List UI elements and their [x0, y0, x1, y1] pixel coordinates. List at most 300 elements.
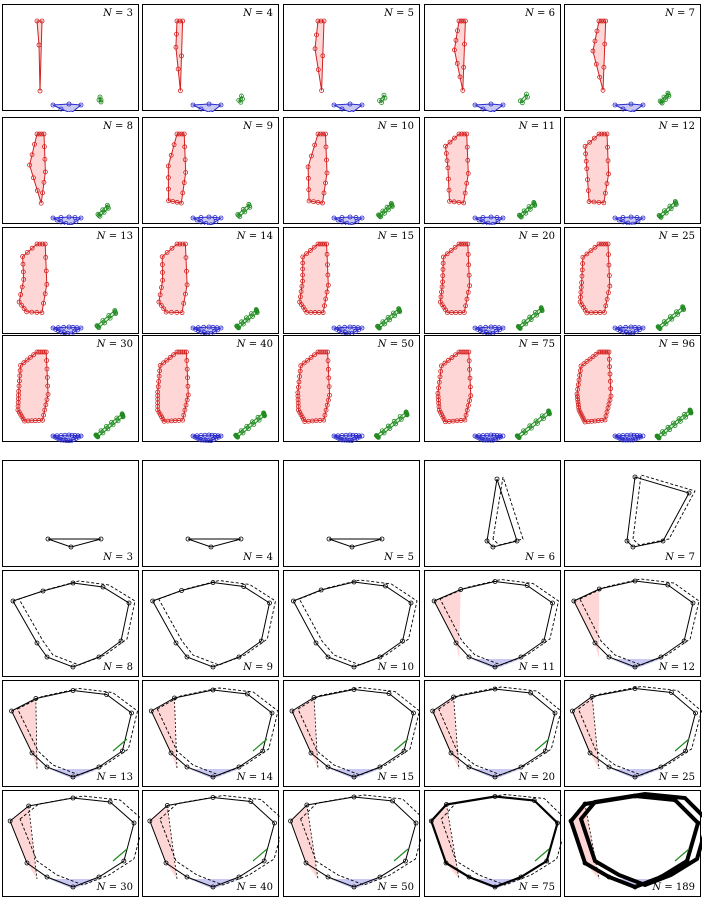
n-equals: = — [667, 772, 683, 783]
blue-cluster — [613, 433, 645, 442]
green-cluster — [97, 95, 103, 104]
n-label — [659, 662, 695, 673]
blue-cluster — [51, 102, 83, 112]
n-equals: = — [105, 772, 121, 783]
n-label — [665, 552, 695, 563]
n-value: 13 — [120, 231, 133, 242]
n-symbol: N — [384, 8, 393, 19]
red-cluster — [174, 19, 185, 93]
n-equals: = — [251, 552, 267, 563]
top_grid-panel — [2, 117, 139, 224]
n-symbol: N — [103, 8, 112, 19]
red-cluster — [306, 132, 329, 205]
bottom_grid-panel — [424, 680, 561, 787]
top_grid-diagram — [425, 336, 562, 443]
n-equals: = — [533, 8, 549, 19]
bottom_grid-panel — [283, 680, 420, 787]
n-value: 6 — [548, 552, 555, 563]
top_grid-panel — [142, 227, 279, 334]
n-label — [243, 121, 273, 132]
n-value: 96 — [682, 339, 695, 350]
bottom_grid-panel — [564, 680, 701, 787]
n-equals: = — [105, 882, 121, 893]
hull-outline — [572, 579, 699, 669]
top_grid-panel — [142, 4, 279, 111]
bottom_grid-panel — [424, 790, 561, 897]
red-cluster — [298, 242, 331, 315]
n-label — [378, 231, 414, 242]
n-label — [659, 772, 695, 783]
hull-outline — [10, 689, 138, 780]
n-symbol: N — [525, 552, 534, 563]
n-symbol: N — [96, 772, 106, 783]
n-value: 3 — [126, 552, 133, 563]
top_grid-diagram — [284, 336, 421, 443]
red-cluster — [16, 350, 50, 423]
bottom_grid-panel — [564, 570, 701, 677]
green-cluster — [235, 308, 260, 330]
n-label — [103, 8, 133, 19]
n-label — [103, 121, 133, 132]
n-label — [652, 882, 695, 893]
n-value: 20 — [542, 231, 555, 242]
bottom_grid-panel — [424, 460, 561, 567]
n-equals: = — [667, 231, 683, 242]
bottom_grid-panel — [142, 680, 279, 787]
red-cluster — [35, 19, 44, 93]
red-cluster — [157, 242, 189, 315]
red-cluster — [166, 132, 187, 205]
n-symbol: N — [236, 339, 246, 350]
blue-cluster — [191, 433, 223, 443]
n-value: 7 — [688, 8, 695, 19]
bottom_grid-panel — [2, 570, 139, 677]
n-equals: = — [386, 231, 402, 242]
hull-outline — [290, 688, 420, 780]
bottom_grid-panel — [283, 790, 420, 897]
red-cluster — [436, 350, 473, 424]
red-cluster — [591, 19, 608, 92]
n-equals: = — [251, 121, 267, 132]
n-value: 40 — [260, 882, 273, 893]
n-symbol: N — [377, 662, 387, 673]
red-cluster — [583, 132, 610, 205]
green-cluster — [94, 412, 125, 439]
top_grid-diagram — [3, 336, 140, 443]
top_grid-panel — [142, 335, 279, 442]
n-value: 6 — [548, 8, 555, 19]
n-label — [519, 772, 555, 783]
hull-outline — [327, 537, 384, 549]
n-equals: = — [527, 662, 543, 673]
green-cluster — [515, 409, 551, 440]
n-symbol: N — [103, 662, 112, 673]
n-symbol: N — [652, 882, 662, 893]
green-cluster — [375, 307, 401, 331]
n-value: 15 — [401, 772, 414, 783]
top_grid-panel — [424, 117, 561, 224]
n-equals: = — [533, 552, 549, 563]
n-equals: = — [105, 339, 121, 350]
top_grid-diagram — [284, 5, 421, 112]
hull-outline — [8, 796, 140, 889]
green-cluster — [656, 305, 686, 331]
n-label — [384, 552, 414, 563]
n-symbol: N — [377, 231, 387, 242]
n-symbol: N — [377, 339, 387, 350]
n-equals: = — [661, 882, 676, 893]
n-equals: = — [527, 121, 543, 132]
n-value: 3 — [126, 8, 133, 19]
blue-cluster — [613, 325, 645, 335]
top_grid-diagram — [3, 118, 140, 225]
hull-outline — [289, 795, 421, 889]
top_grid-panel — [564, 117, 701, 224]
n-equals: = — [386, 662, 402, 673]
n-equals: = — [386, 339, 402, 350]
blue-cluster — [473, 325, 505, 335]
bottom_grid-panel — [2, 460, 139, 567]
n-symbol: N — [384, 552, 393, 563]
bottom_grid-panel — [142, 460, 279, 567]
n-value: 10 — [401, 662, 414, 673]
n-label — [519, 662, 555, 673]
bottom_grid-panel — [2, 680, 139, 787]
red-cluster — [578, 242, 612, 315]
hull-outline — [291, 580, 417, 669]
n-value: 25 — [682, 772, 695, 783]
n-label — [659, 121, 695, 132]
n-label — [378, 121, 414, 132]
n-label — [378, 662, 414, 673]
n-label — [519, 231, 555, 242]
top_grid-diagram — [425, 228, 562, 335]
n-symbol: N — [243, 121, 252, 132]
red-cluster — [444, 132, 471, 205]
n-symbol: N — [665, 8, 674, 19]
n-label — [659, 339, 695, 350]
green-cluster — [236, 202, 252, 218]
green-cluster — [378, 93, 387, 104]
n-label — [659, 231, 695, 242]
green-cluster — [516, 306, 544, 331]
top_grid-panel — [424, 227, 561, 334]
n-equals: = — [111, 552, 127, 563]
blue-cluster — [332, 433, 364, 442]
top_grid-panel — [564, 4, 701, 111]
top_grid-diagram — [565, 228, 702, 335]
n-value: 40 — [260, 339, 273, 350]
n-equals: = — [392, 8, 408, 19]
hull-outline — [11, 581, 135, 669]
green-cluster — [655, 408, 693, 440]
blue-cluster — [613, 102, 645, 112]
n-label — [237, 882, 273, 893]
n-value: 9 — [266, 121, 273, 132]
n-value: 15 — [401, 231, 414, 242]
hull-outline — [429, 795, 562, 890]
green-cluster — [377, 201, 395, 218]
hull-outline — [186, 537, 243, 549]
n-symbol: N — [377, 882, 387, 893]
green-cluster — [518, 92, 529, 105]
n-value: 8 — [126, 121, 133, 132]
top_grid-panel — [424, 4, 561, 111]
n-symbol: N — [518, 882, 528, 893]
top_grid-diagram — [143, 228, 280, 335]
n-equals: = — [386, 882, 402, 893]
n-value: 12 — [682, 121, 695, 132]
blue-cluster — [332, 102, 364, 112]
n-symbol: N — [236, 772, 246, 783]
n-equals: = — [527, 339, 543, 350]
bottom_grid-panel — [283, 570, 420, 677]
n-value: 189 — [675, 882, 695, 893]
n-label — [519, 882, 555, 893]
blue-cluster — [473, 215, 505, 225]
n-value: 20 — [542, 772, 555, 783]
n-value: 14 — [260, 772, 273, 783]
n-equals: = — [245, 772, 261, 783]
n-label — [103, 662, 133, 673]
n-label — [525, 552, 555, 563]
n-label — [243, 552, 273, 563]
n-label — [384, 8, 414, 19]
n-symbol: N — [658, 339, 668, 350]
top_grid-diagram — [143, 118, 280, 225]
blue-cluster — [51, 433, 83, 443]
top_grid-diagram — [143, 336, 280, 443]
top_grid-panel — [2, 335, 139, 442]
blue-cluster — [332, 215, 364, 225]
n-symbol: N — [243, 552, 252, 563]
n-symbol: N — [518, 662, 528, 673]
bottom_grid-panel — [564, 790, 701, 897]
n-value: 7 — [688, 552, 695, 563]
n-value: 11 — [542, 662, 555, 673]
blue-cluster — [51, 215, 83, 225]
green-cluster — [657, 199, 678, 219]
n-value: 4 — [266, 8, 273, 19]
n-symbol: N — [377, 121, 387, 132]
n-symbol: N — [243, 8, 252, 19]
n-label — [97, 882, 133, 893]
n-value: 9 — [266, 662, 273, 673]
blue-cluster — [191, 325, 223, 335]
n-value: 50 — [401, 882, 414, 893]
n-label — [243, 662, 273, 673]
top_grid-diagram — [565, 118, 702, 225]
n-symbol: N — [236, 231, 246, 242]
n-label — [103, 552, 133, 563]
top_grid-diagram — [565, 336, 702, 443]
hull-outline — [151, 581, 276, 670]
n-value: 30 — [120, 882, 133, 893]
n-equals: = — [245, 339, 261, 350]
n-symbol: N — [103, 552, 112, 563]
n-equals: = — [111, 662, 127, 673]
red-cluster — [296, 350, 332, 424]
n-equals: = — [667, 339, 683, 350]
n-symbol: N — [658, 662, 668, 673]
top_grid-panel — [283, 227, 420, 334]
n-label — [665, 8, 695, 19]
n-equals: = — [111, 8, 127, 19]
n-equals: = — [245, 231, 261, 242]
bottom_grid-panel — [142, 570, 279, 677]
n-value: 14 — [260, 231, 273, 242]
n-label — [519, 339, 555, 350]
top_grid-panel — [2, 4, 139, 111]
n-symbol: N — [236, 882, 246, 893]
green-cluster — [658, 91, 671, 105]
n-value: 30 — [120, 339, 133, 350]
blue-cluster — [613, 215, 645, 225]
green-cluster — [96, 203, 110, 218]
n-label — [525, 8, 555, 19]
blue-cluster — [473, 102, 505, 112]
top_grid-diagram — [425, 118, 562, 225]
n-value: 5 — [407, 552, 414, 563]
n-value: 11 — [542, 121, 555, 132]
top_grid-diagram — [425, 5, 562, 112]
hull-outline — [431, 687, 561, 779]
n-symbol: N — [658, 121, 668, 132]
n-symbol: N — [96, 231, 106, 242]
n-value: 75 — [542, 882, 555, 893]
hull-outline — [46, 537, 103, 549]
n-equals: = — [386, 121, 402, 132]
n-symbol: N — [96, 882, 106, 893]
top_grid-panel — [564, 335, 701, 442]
top_grid-panel — [283, 4, 420, 111]
n-value: 25 — [682, 231, 695, 242]
blue-cluster — [51, 325, 83, 335]
n-value: 75 — [542, 339, 555, 350]
n-label — [237, 231, 273, 242]
red-cluster — [575, 350, 613, 424]
n-symbol: N — [377, 772, 387, 783]
n-symbol: N — [518, 772, 528, 783]
blue-cluster — [332, 325, 364, 335]
bottom_grid-panel — [142, 790, 279, 897]
n-equals: = — [245, 882, 261, 893]
n-symbol: N — [518, 339, 528, 350]
n-symbol: N — [518, 231, 528, 242]
green-cluster — [234, 411, 267, 439]
n-equals: = — [673, 552, 689, 563]
n-value: 13 — [120, 772, 133, 783]
n-equals: = — [111, 121, 127, 132]
top_grid-panel — [283, 335, 420, 442]
n-equals: = — [251, 662, 267, 673]
hull-outline — [625, 475, 695, 549]
top_grid-panel — [2, 227, 139, 334]
n-label — [97, 772, 133, 783]
n-value: 8 — [126, 662, 133, 673]
bottom_grid-panel — [564, 460, 701, 567]
blue-cluster — [191, 215, 223, 225]
n-equals: = — [667, 121, 683, 132]
top_grid-panel — [283, 117, 420, 224]
top_grid-diagram — [3, 5, 140, 112]
n-equals: = — [251, 8, 267, 19]
n-equals: = — [527, 772, 543, 783]
blue-cluster — [473, 433, 505, 442]
hull-outline — [149, 688, 278, 779]
top_grid-diagram — [284, 228, 421, 335]
n-symbol: N — [518, 121, 528, 132]
n-value: 4 — [266, 552, 273, 563]
top_grid-panel — [564, 227, 701, 334]
red-cluster — [156, 350, 191, 423]
blue-cluster — [191, 102, 223, 112]
hull-outline — [570, 687, 701, 780]
n-value: 5 — [407, 8, 414, 19]
n-equals: = — [392, 552, 408, 563]
bottom_grid-panel — [2, 790, 139, 897]
n-equals: = — [673, 8, 689, 19]
green-cluster — [517, 200, 536, 219]
red-cluster — [17, 242, 49, 315]
n-equals: = — [527, 882, 543, 893]
green-cluster — [237, 94, 245, 104]
n-symbol: N — [96, 339, 106, 350]
hull-outline — [148, 796, 280, 890]
n-label — [237, 772, 273, 783]
hull-outline — [485, 477, 523, 549]
n-label — [519, 121, 555, 132]
n-equals: = — [386, 772, 402, 783]
red-cluster — [313, 19, 326, 93]
n-label — [243, 8, 273, 19]
top_grid-panel — [424, 335, 561, 442]
n-equals: = — [667, 662, 683, 673]
n-value: 12 — [682, 662, 695, 673]
green-cluster — [374, 410, 409, 440]
bottom_grid-panel — [283, 460, 420, 567]
n-label — [97, 339, 133, 350]
hull-outline — [432, 580, 558, 670]
hull-outline — [569, 794, 702, 889]
top_grid-diagram — [3, 228, 140, 335]
n-value: 50 — [401, 339, 414, 350]
n-symbol: N — [243, 662, 252, 673]
n-symbol: N — [658, 772, 668, 783]
top_grid-diagram — [565, 5, 702, 112]
n-equals: = — [105, 231, 121, 242]
top_grid-panel — [142, 117, 279, 224]
n-symbol: N — [658, 231, 668, 242]
n-value: 10 — [401, 121, 414, 132]
n-equals: = — [527, 231, 543, 242]
green-cluster — [95, 309, 118, 330]
n-symbol: N — [103, 121, 112, 132]
n-label — [237, 339, 273, 350]
top_grid-diagram — [284, 118, 421, 225]
red-cluster — [438, 242, 471, 315]
red-cluster — [452, 19, 467, 92]
n-label — [378, 772, 414, 783]
red-cluster — [28, 132, 48, 205]
top_grid-diagram — [143, 5, 280, 112]
n-symbol: N — [665, 552, 674, 563]
n-label — [378, 339, 414, 350]
bottom_grid-panel — [424, 570, 561, 677]
n-symbol: N — [525, 8, 534, 19]
n-label — [97, 231, 133, 242]
n-label — [378, 882, 414, 893]
